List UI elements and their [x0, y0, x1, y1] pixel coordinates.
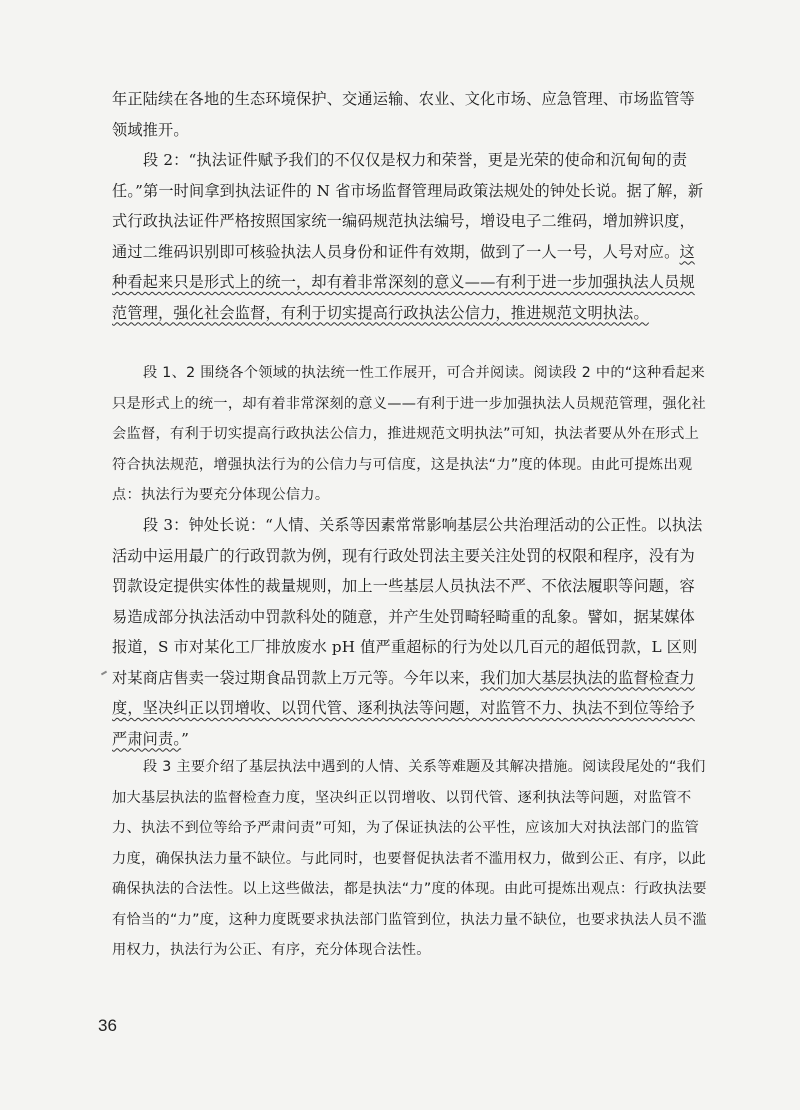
scan-mark [101, 671, 107, 676]
paragraph-continuation: 年正陆续在各地的生态环境保护、交通运输、农业、文化市场、应急管理、市场监管等领域推开。 [112, 90, 695, 139]
analysis-paragraph-1: 段 1、2 围绕各个领域的执法统一性工作展开，可合并阅读。阅读段 2 中的“这种看起来只是形式上的统一，却有着非常深刻的意义——有利于进一步加强执法人员规范管理，强化社会监督，有利于切实提高行政执法公信力，推进规范文明执法”可知，执法者要从外在形式上符合执法规范，增强执法行为的公信力与可信度，这是执法“力”度的体现。由此可提炼出观点：执法行为要充分体现公信力。 [112, 365, 706, 503]
analysis-paragraph-2: 段 3 主要介绍了基层执法中遇到的人情、关系等难题及其解决措施。阅读段尾处的“我们加大基层执法的监督检查力度，坚决纠正以罚增收、以罚代管、逐利执法等问题，对监管不力、执法不到位等给予严肃问责”可知，为了保证执法的公平性，应该加大对执法部门的监管力度，确保执法力量不缺位。与此同时，也要督促执法者不滥用权力，做到公正、有序，以此确保执法的合法性。以上这些做法，都是执法“力”度的体现。由此可提炼出观点：行政执法要有恰当的“力”度，这种力度既要求执法部门监管到位，执法力量不缺位，也要求执法人员不滥用权力，执法行为公正、有序，充分体现合法性。 [112, 759, 707, 958]
page-number: 36 [98, 1016, 117, 1035]
segment-2-text: 段 2：“执法证件赋予我们的不仅仅是权力和荣誉，更是光荣的使命和沉甸甸的责任。”第一时间拿到执法证件的 N 省市场监督管理局政策法规处的钟处长说。据了解，新式行政执法证件严格按照国家统一编码规范执法编号，增设电子二维码，增加辨识度，通过二维码识别即可核验执法人员身份和证件有效期，做到了一人一号，人号对应。 [112, 151, 704, 261]
segment-2-underlined-text: 这种看起来只是形式上的统一，却有着非常深刻的意义——有利于进一步加强执法人员规范管理，强化社会监督，有利于切实提高行政执法公信力，推进规范文明执法。 [112, 242, 695, 322]
segment-3-underlined-text: 我们加大基层执法的监督检查力度，坚决纠正以罚增收、以罚代管、逐利执法等问题，对监管不力、执法不到位等给予严肃问责。 [112, 668, 695, 748]
paragraph-segment-2 [112, 145, 710, 328]
segment-3-text: 段 3：钟处长说：“人情、关系等因素常常影响基层公共治理活动的公正性。以执法活动中运用最广的行政罚款为例，现有行政处罚法主要关注处罚的权限和程序，没有为罚款设定提供实体性的裁量规则，加上一些基层人员执法不严、不依法履职等问题，容易造成部分执法活动中罚款科处的随意，并产生处罚畸轻畸重的乱象。譬如，据某媒体报道，S 市对某化工厂排放废水 pH 值严重超标的行为处以几百元的超低罚款，L 区则对某商店售卖一袋过期食品罚款上万元等。今年以来， [112, 516, 703, 687]
paragraph-segment-3 [112, 510, 710, 754]
segment-3-closing-quote: ” [181, 729, 190, 748]
